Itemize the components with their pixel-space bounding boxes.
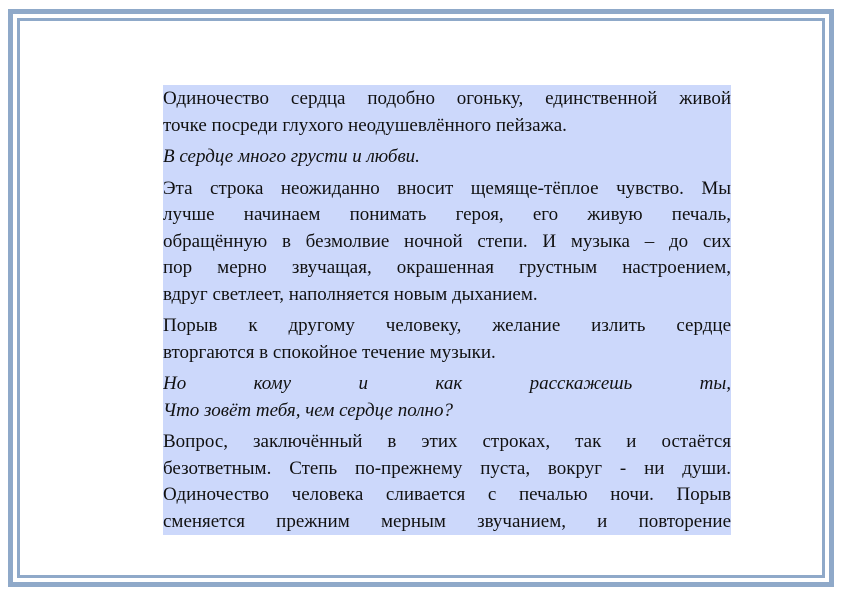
text-line: Вопрос, заключённый в этих строках, так и остаётся [163,431,731,452]
paragraph-1 [163,86,731,139]
text-line: вдруг светлеет, наполняется новым дыханием. [163,283,538,305]
text-line: В сердце много грусти и любви. [163,146,420,167]
text-block [163,85,731,535]
text-line: вторгаются в спокойное течение музыки. [163,341,496,363]
text-line: сменяется прежним мерным звучанием, и повторение [163,510,731,532]
text-line: Что зовёт тебя, чем сердце полно? [163,399,453,421]
paragraph-4 [163,313,731,366]
paragraph-2-quote [163,144,731,171]
text-line: точке посреди глухого неодушевлённого пейзажа. [163,114,567,136]
paragraph-3 [163,176,731,309]
text-line: Одиночество сердца подобно огоньку, единственной живой [163,88,731,109]
text-line: Одиночество человека сливается с печалью ночи. Порыв [163,484,731,505]
text-line: Эта строка неожиданно вносит щемяще-тёплое чувство. Мы [163,177,731,199]
text-line: обращённую в безмолвие ночной степи. И музыка – до сих [163,230,731,252]
text-line: Но кому и как расскажешь ты, [163,373,731,394]
text-line: безответным. Степь по-прежнему пуста, вокруг - ни души. [163,457,731,479]
text-line: Порыв к другому человеку, желание излить сердце [163,315,731,336]
text-line: лучше начинаем понимать героя, его живую печаль, [163,204,731,225]
text-line: пор мерно звучащая, окрашенная грустным настроением, [163,257,731,278]
paragraph-6 [163,429,731,535]
paragraph-5-quote [163,371,731,424]
